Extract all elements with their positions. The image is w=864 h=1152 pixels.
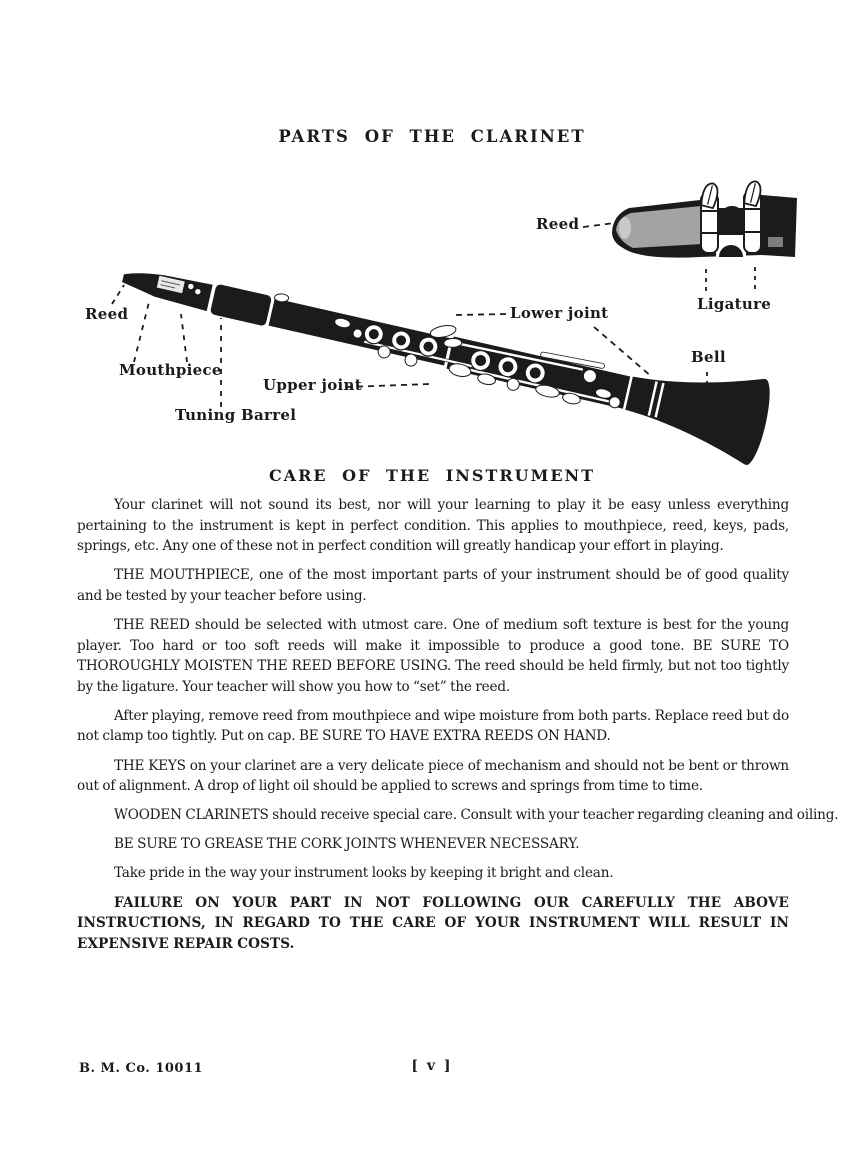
care-instructions-text: [77, 495, 839, 963]
care-paragraph: After playing, remove reed from mouthpiece and wipe moisture from both parts. Replace reed but do not clamp too tightly. Put on cap. BE SURE TO HAVE EXTRA REEDS ON HAND.: [77, 707, 789, 745]
reed-pointer-line: [112, 285, 124, 304]
label-reed: Reed: [85, 305, 129, 323]
label-ligature: Ligature: [697, 295, 772, 313]
lower-joint-pointer-line: [456, 314, 507, 315]
label-mouthpiece: Mouthpiece: [119, 361, 222, 379]
label-lower-joint: Lower joint: [510, 304, 609, 322]
clarinet-illustration: [0, 175, 864, 465]
page-number: [ v ]: [411, 1058, 453, 1074]
page-title: PARTS OF THE CLARINET: [278, 127, 586, 146]
care-paragraph: THE REED should be selected with utmost care. One of medium soft texture is best for the young player. Too hard or too soft reeds will make it impossible to produce a good tone. BE SURE TO THOROUGHLY MOISTEN THE REED BEFORE USING. The reed should be held firmly, but not too tightly by the ligature. Your teacher will show you how to “set” the reed.: [77, 616, 789, 695]
mouthpiece-pointer-line: [181, 314, 187, 362]
clarinet-parts-diagram: [0, 175, 864, 465]
label-reed-closeup: Reed: [536, 215, 580, 233]
mouthpiece-pointer-line: [134, 298, 150, 362]
label-tuning-barrel: Tuning Barrel: [175, 406, 297, 424]
care-paragraph: Take pride in the way your instrument looks by keeping it bright and clean.: [114, 865, 614, 882]
clarinet-body-illustration: [113, 235, 775, 465]
label-bell: Bell: [691, 348, 726, 366]
lower-joint-pointer-line: [594, 327, 652, 377]
care-paragraph: WOODEN CLARINETS should receive special care. Consult with your teacher regarding cleaning and oiling.: [114, 807, 839, 824]
care-paragraph: BE SURE TO GREASE THE CORK JOINTS WHENEVER NECESSARY.: [114, 836, 580, 853]
label-upper-joint: Upper joint: [263, 376, 362, 394]
care-paragraph: THE MOUTHPIECE, one of the most important parts of your instrument should be of good quality and be tested by your teacher before using.: [77, 567, 789, 604]
reed-closeup-pointer-line: [583, 223, 615, 227]
plate-number: B. M. Co. 10011: [79, 1061, 204, 1076]
care-paragraph: THE KEYS on your clarinet are a very delicate piece of mechanism and should not be bent or thrown out of alignment. A drop of light oil should be applied to screws and springs from time to time.: [77, 757, 789, 795]
care-paragraph-warning: FAILURE ON YOUR PART IN NOT FOLLOWING OUR CAREFULLY THE ABOVE INSTRUCTIONS, IN REGARD TO THE CARE OF YOUR INSTRUMENT WILL RESULT IN EXPENSIVE REPAIR COSTS.: [77, 894, 789, 952]
mouthpiece-closeup-illustration: [612, 180, 797, 258]
section-title-care: CARE OF THE INSTRUMENT: [268, 466, 596, 485]
care-paragraph: Your clarinet will not sound its best, nor will your learning to play it be easy unless everything pertaining to the instrument is kept in perfect condition. This applies to mouthpiece, reed, keys, pads, springs, etc. Any one of these not in perfect condition will greatly handicap your effort in playing.: [77, 497, 789, 555]
